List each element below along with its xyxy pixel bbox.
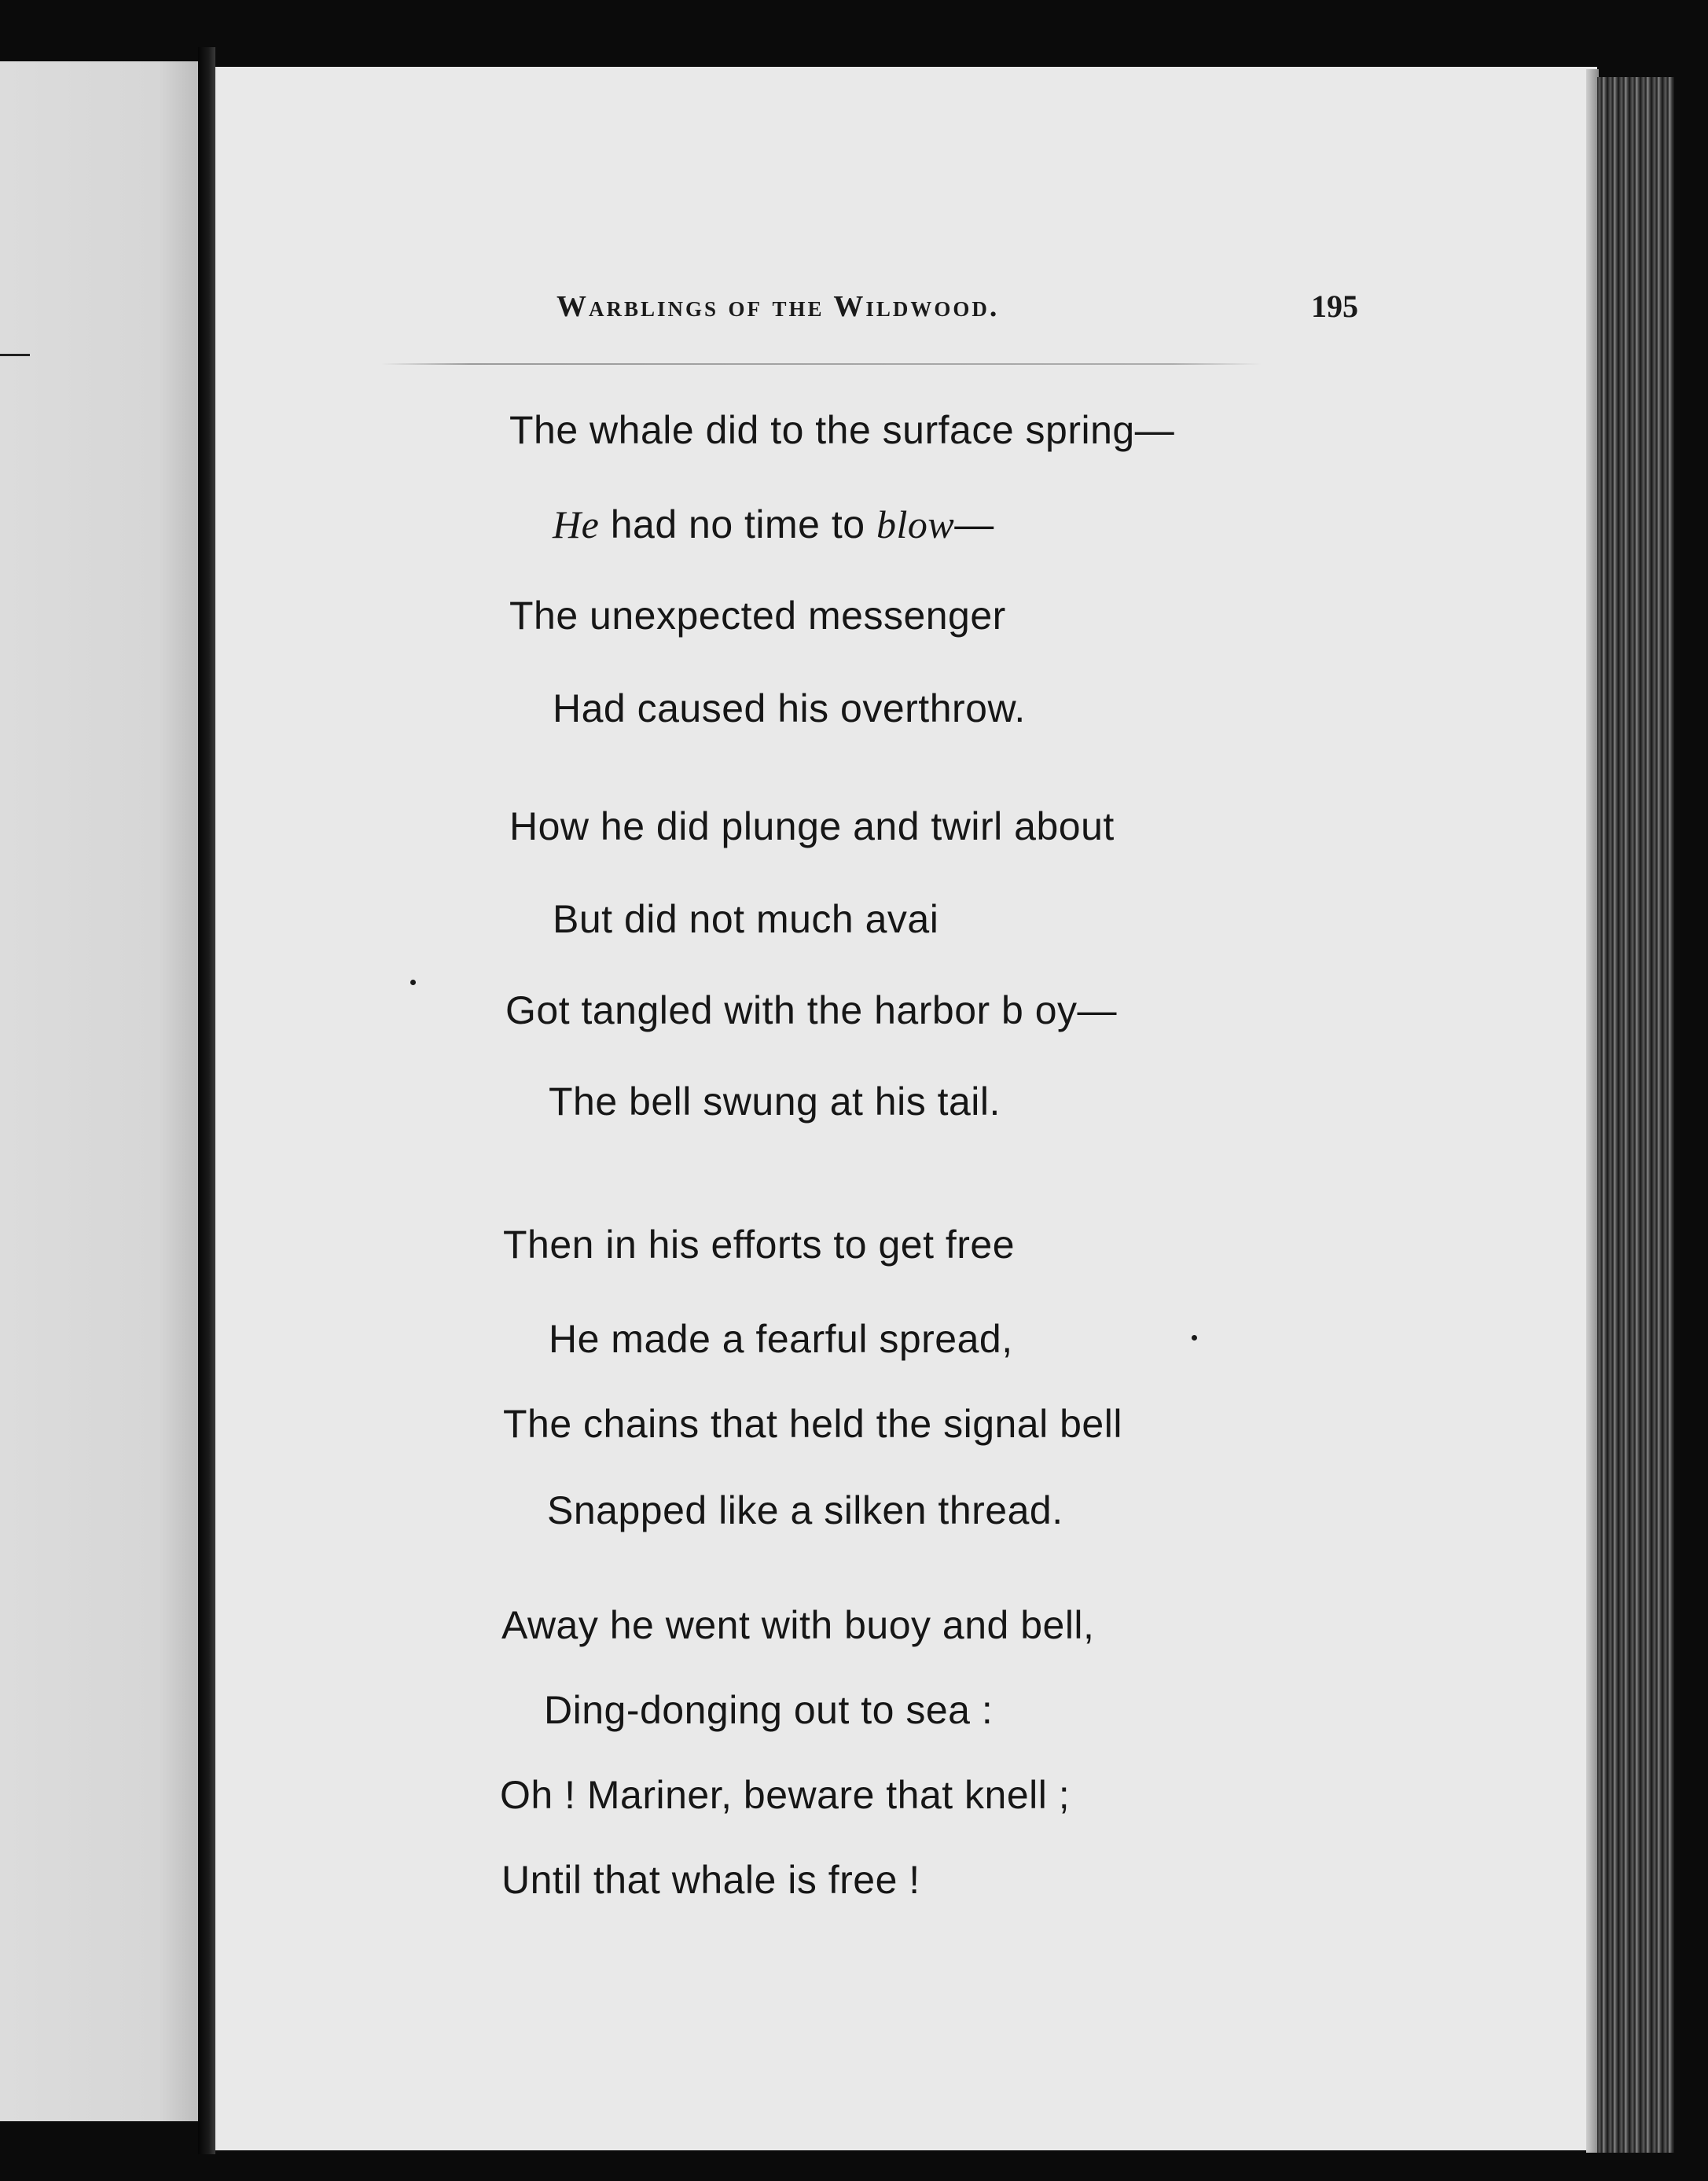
poem-line: Got tangled with the harbor b oy—: [505, 988, 1118, 1032]
poem-line: The unexpected messenger: [509, 594, 1006, 638]
poem-line: He made a fearful spread,: [549, 1317, 1013, 1361]
previous-page-edge: [0, 61, 198, 2121]
poem-line: Had caused his overthrow.: [553, 686, 1026, 730]
book-gutter: [198, 47, 215, 2154]
poem-line-dash: —: [954, 502, 994, 546]
poem-line: But did not much avai: [553, 897, 939, 941]
page-number: 195: [1311, 289, 1358, 324]
page-mark: [0, 354, 30, 356]
poem-line: Ding-donging out to sea :: [544, 1688, 994, 1732]
poem-line: Until that whale is free !: [501, 1858, 920, 1902]
poem-line: Away he went with buoy and bell,: [501, 1603, 1095, 1647]
header-rule: [381, 363, 1262, 365]
scan-speck: [410, 980, 416, 985]
poem-line: [553, 502, 994, 547]
poem-line: The chains that held the signal bell: [503, 1402, 1122, 1446]
poem-line: How he did plunge and twirl about: [509, 804, 1115, 848]
poem-line: The whale did to the surface spring—: [509, 408, 1175, 452]
italic-word: blow: [876, 502, 955, 546]
poem-line: Oh ! Mariner, beware that knell ;: [500, 1773, 1071, 1817]
scan-speck: [1192, 1335, 1197, 1341]
book-fore-edge: [1597, 77, 1674, 2153]
poem-line: Then in his efforts to get free: [503, 1223, 1016, 1267]
poem-line: The bell swung at his tail.: [549, 1079, 1001, 1124]
italic-word: He: [553, 502, 600, 546]
running-header-title: Warblings of the Wildwood.: [556, 290, 1000, 323]
poem-line-text: had no time to: [599, 502, 876, 546]
poem-line: Snapped like a silken thread.: [547, 1488, 1063, 1532]
